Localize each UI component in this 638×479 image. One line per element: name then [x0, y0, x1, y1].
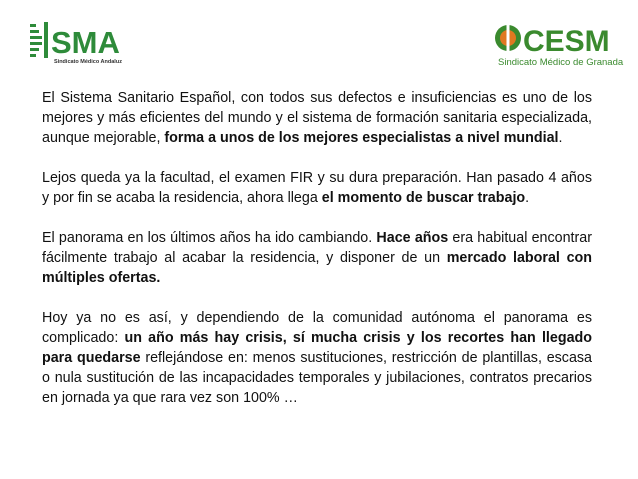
cesm-logo [492, 18, 627, 70]
sma-logo-subtitle: Sindicato Médico Andaluz [54, 59, 122, 65]
bold-text-run: Hace años [376, 230, 449, 246]
document-body [42, 88, 592, 428]
bold-text-run: forma a unos de los mejores especialistas a nivel mundial [164, 130, 559, 146]
text-run: reflejándose en: menos sustituciones, restricción de plantillas, escasa o nula sustitución de las incapacidades temporales y jubilaciones, contratos precarios en jornada ya que rara vez son 100% … [42, 350, 592, 406]
sma-logo-text: SMA [51, 25, 120, 60]
text-run: . [525, 190, 530, 206]
bold-text-run: mercado laboral con múltiples ofertas. [42, 250, 592, 286]
cesm-logo-subtitle: Sindicato Médico de Granada [498, 57, 624, 68]
text-run: era habitual encontrar fácilmente trabajo al acabar la residencia, y disponer de un [42, 230, 593, 266]
text-run: El panorama en los últimos años ha ido cambiando. [42, 230, 377, 246]
paragraph [42, 168, 592, 208]
paragraph [42, 88, 592, 148]
sma-logo [30, 20, 145, 65]
text-run: . [558, 130, 563, 146]
bold-text-run: un año más hay crisis, sí mucha crisis y los recortes han llegado para quedarse [42, 330, 593, 366]
paragraph [42, 308, 592, 408]
paragraph [42, 228, 592, 288]
bold-text-run: el momento de buscar trabajo [321, 190, 526, 206]
cesm-logo-text: CESM [523, 25, 610, 58]
text-run: El Sistema Sanitario Español, con todos sus defectos e insuficiencias es uno de los mejores y más eficientes del mundo y el sistema de formación sanitaria especializada, aunque mejorable, [42, 90, 592, 146]
text-run: Hoy ya no es así, y dependiendo de la comunidad autónoma el panorama es complicado: [42, 310, 592, 346]
text-run: Lejos queda ya la facultad, el examen FIR y su dura preparación. Han pasado 4 años y por fin se acaba la residencia, ahora llega [42, 170, 592, 206]
